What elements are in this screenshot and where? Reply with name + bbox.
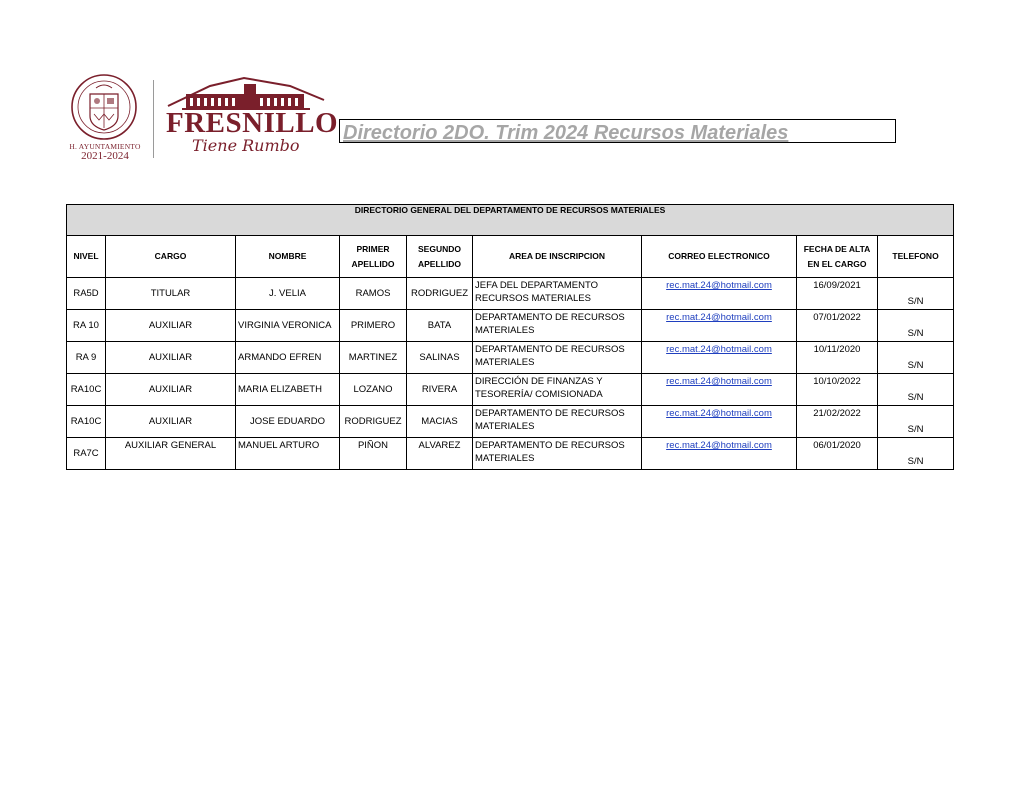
cell-area: DEPARTAMENTO DE RECURSOS MATERIALES [473, 406, 642, 438]
email-link[interactable]: rec.mat.24@hotmail.com [666, 344, 772, 355]
table-row [67, 310, 954, 342]
email-link[interactable]: rec.mat.24@hotmail.com [666, 280, 772, 291]
cell-cargo: AUXILIAR [106, 374, 236, 406]
cell-segundo-apellido: SALINAS [407, 342, 473, 374]
logo-divider [153, 80, 154, 158]
cell-segundo-apellido: MACIAS [407, 406, 473, 438]
seal-caption: H. AYUNTAMIENTO [69, 142, 141, 151]
table-row [67, 438, 954, 470]
cell-primer-apellido: LOZANO [340, 374, 407, 406]
cell-nombre: MANUEL ARTURO [236, 438, 340, 470]
table-band-row [67, 205, 954, 236]
email-link[interactable]: rec.mat.24@hotmail.com [666, 440, 772, 451]
table-band-title: DIRECTORIO GENERAL DEL DEPARTAMENTO DE RECURSOS MATERIALES [67, 205, 954, 236]
cell-cargo: AUXILIAR [106, 406, 236, 438]
cell-primer-apellido: RODRIGUEZ [340, 406, 407, 438]
cell-telefono: S/N [878, 342, 954, 374]
cell-segundo-apellido: RIVERA [407, 374, 473, 406]
cell-area: DIRECCIÓN DE FINANZAS Y TESORERÍA/ COMISIONADA [473, 374, 642, 406]
cell-nombre: VIRGINIA VERONICA [236, 310, 340, 342]
seal-years: 2021-2024 [81, 150, 129, 162]
cell-nombre: JOSE EDUARDO [236, 406, 340, 438]
cell-correo [642, 406, 797, 438]
cell-fecha: 21/02/2022 [797, 406, 878, 438]
cell-telefono: S/N [878, 278, 954, 310]
cell-area: DEPARTAMENTO DE RECURSOS MATERIALES [473, 310, 642, 342]
directory-table [66, 204, 954, 470]
col-header-correo: CORREO ELECTRONICO [642, 236, 797, 278]
cell-fecha: 06/01/2020 [797, 438, 878, 470]
cell-segundo-apellido: RODRIGUEZ [407, 278, 473, 310]
cell-nivel: RA10C [67, 406, 106, 438]
table-header-row [67, 236, 954, 278]
cell-cargo: AUXILIAR [106, 342, 236, 374]
cell-fecha: 10/10/2022 [797, 374, 878, 406]
col-header-cargo: CARGO [106, 236, 236, 278]
cell-telefono: S/N [878, 374, 954, 406]
col-header-nivel: NIVEL [67, 236, 106, 278]
cell-correo [642, 342, 797, 374]
table-row [67, 374, 954, 406]
cell-nivel: RA 10 [67, 310, 106, 342]
email-link[interactable]: rec.mat.24@hotmail.com [666, 408, 772, 419]
cell-segundo-apellido: ALVAREZ [407, 438, 473, 470]
cell-primer-apellido: RAMOS [340, 278, 407, 310]
cell-nivel: RA 9 [67, 342, 106, 374]
brand-tagline: Tiene Rumbo [192, 136, 300, 155]
cell-segundo-apellido: BATA [407, 310, 473, 342]
cell-correo [642, 278, 797, 310]
cell-nombre: J. VELIA [236, 278, 340, 310]
document-title-box [339, 119, 896, 143]
table-row [67, 278, 954, 310]
cell-nombre: MARIA ELIZABETH [236, 374, 340, 406]
cell-area: JEFA DEL DEPARTAMENTO RECURSOS MATERIALES [473, 278, 642, 310]
cell-fecha: 16/09/2021 [797, 278, 878, 310]
cell-correo [642, 374, 797, 406]
document-title: Directorio 2DO. Trim 2024 Recursos Materiales [343, 122, 789, 143]
cell-correo [642, 438, 797, 470]
cell-area: DEPARTAMENTO DE RECURSOS MATERIALES [473, 438, 642, 470]
cell-correo [642, 310, 797, 342]
municipal-seal [66, 72, 142, 162]
cell-area: DEPARTAMENTO DE RECURSOS MATERIALES [473, 342, 642, 374]
cell-telefono: S/N [878, 438, 954, 470]
cell-fecha: 10/11/2020 [797, 342, 878, 374]
table-row [67, 406, 954, 438]
cell-telefono: S/N [878, 310, 954, 342]
col-header-fecha: FECHA DE ALTA EN EL CARGO [797, 236, 878, 278]
col-header-telefono: TELEFONO [878, 236, 954, 278]
col-header-nombre: NOMBRE [236, 236, 340, 278]
cell-fecha: 07/01/2022 [797, 310, 878, 342]
cell-cargo: TITULAR [106, 278, 236, 310]
cell-primer-apellido: PIÑON [340, 438, 407, 470]
cell-nivel: RA7C [67, 438, 106, 470]
cell-primer-apellido: MARTINEZ [340, 342, 407, 374]
cell-telefono: S/N [878, 406, 954, 438]
cell-nombre: ARMANDO EFREN [236, 342, 340, 374]
table-row [67, 342, 954, 374]
cell-cargo: AUXILIAR [106, 310, 236, 342]
email-link[interactable]: rec.mat.24@hotmail.com [666, 312, 772, 323]
cell-nivel: RA5D [67, 278, 106, 310]
cell-cargo: AUXILIAR GENERAL [106, 438, 236, 470]
building-skyline-icon [164, 72, 334, 112]
email-link[interactable]: rec.mat.24@hotmail.com [666, 376, 772, 387]
col-header-area: AREA DE INSCRIPCION [473, 236, 642, 278]
cell-nivel: RA10C [67, 374, 106, 406]
col-header-segundo-apellido: SEGUNDO APELLIDO [407, 236, 473, 278]
seal-emblem-icon [66, 72, 142, 142]
brand-name: FRESNILLO [166, 107, 339, 139]
cell-primer-apellido: PRIMERO [340, 310, 407, 342]
col-header-primer-apellido: PRIMER APELLIDO [340, 236, 407, 278]
